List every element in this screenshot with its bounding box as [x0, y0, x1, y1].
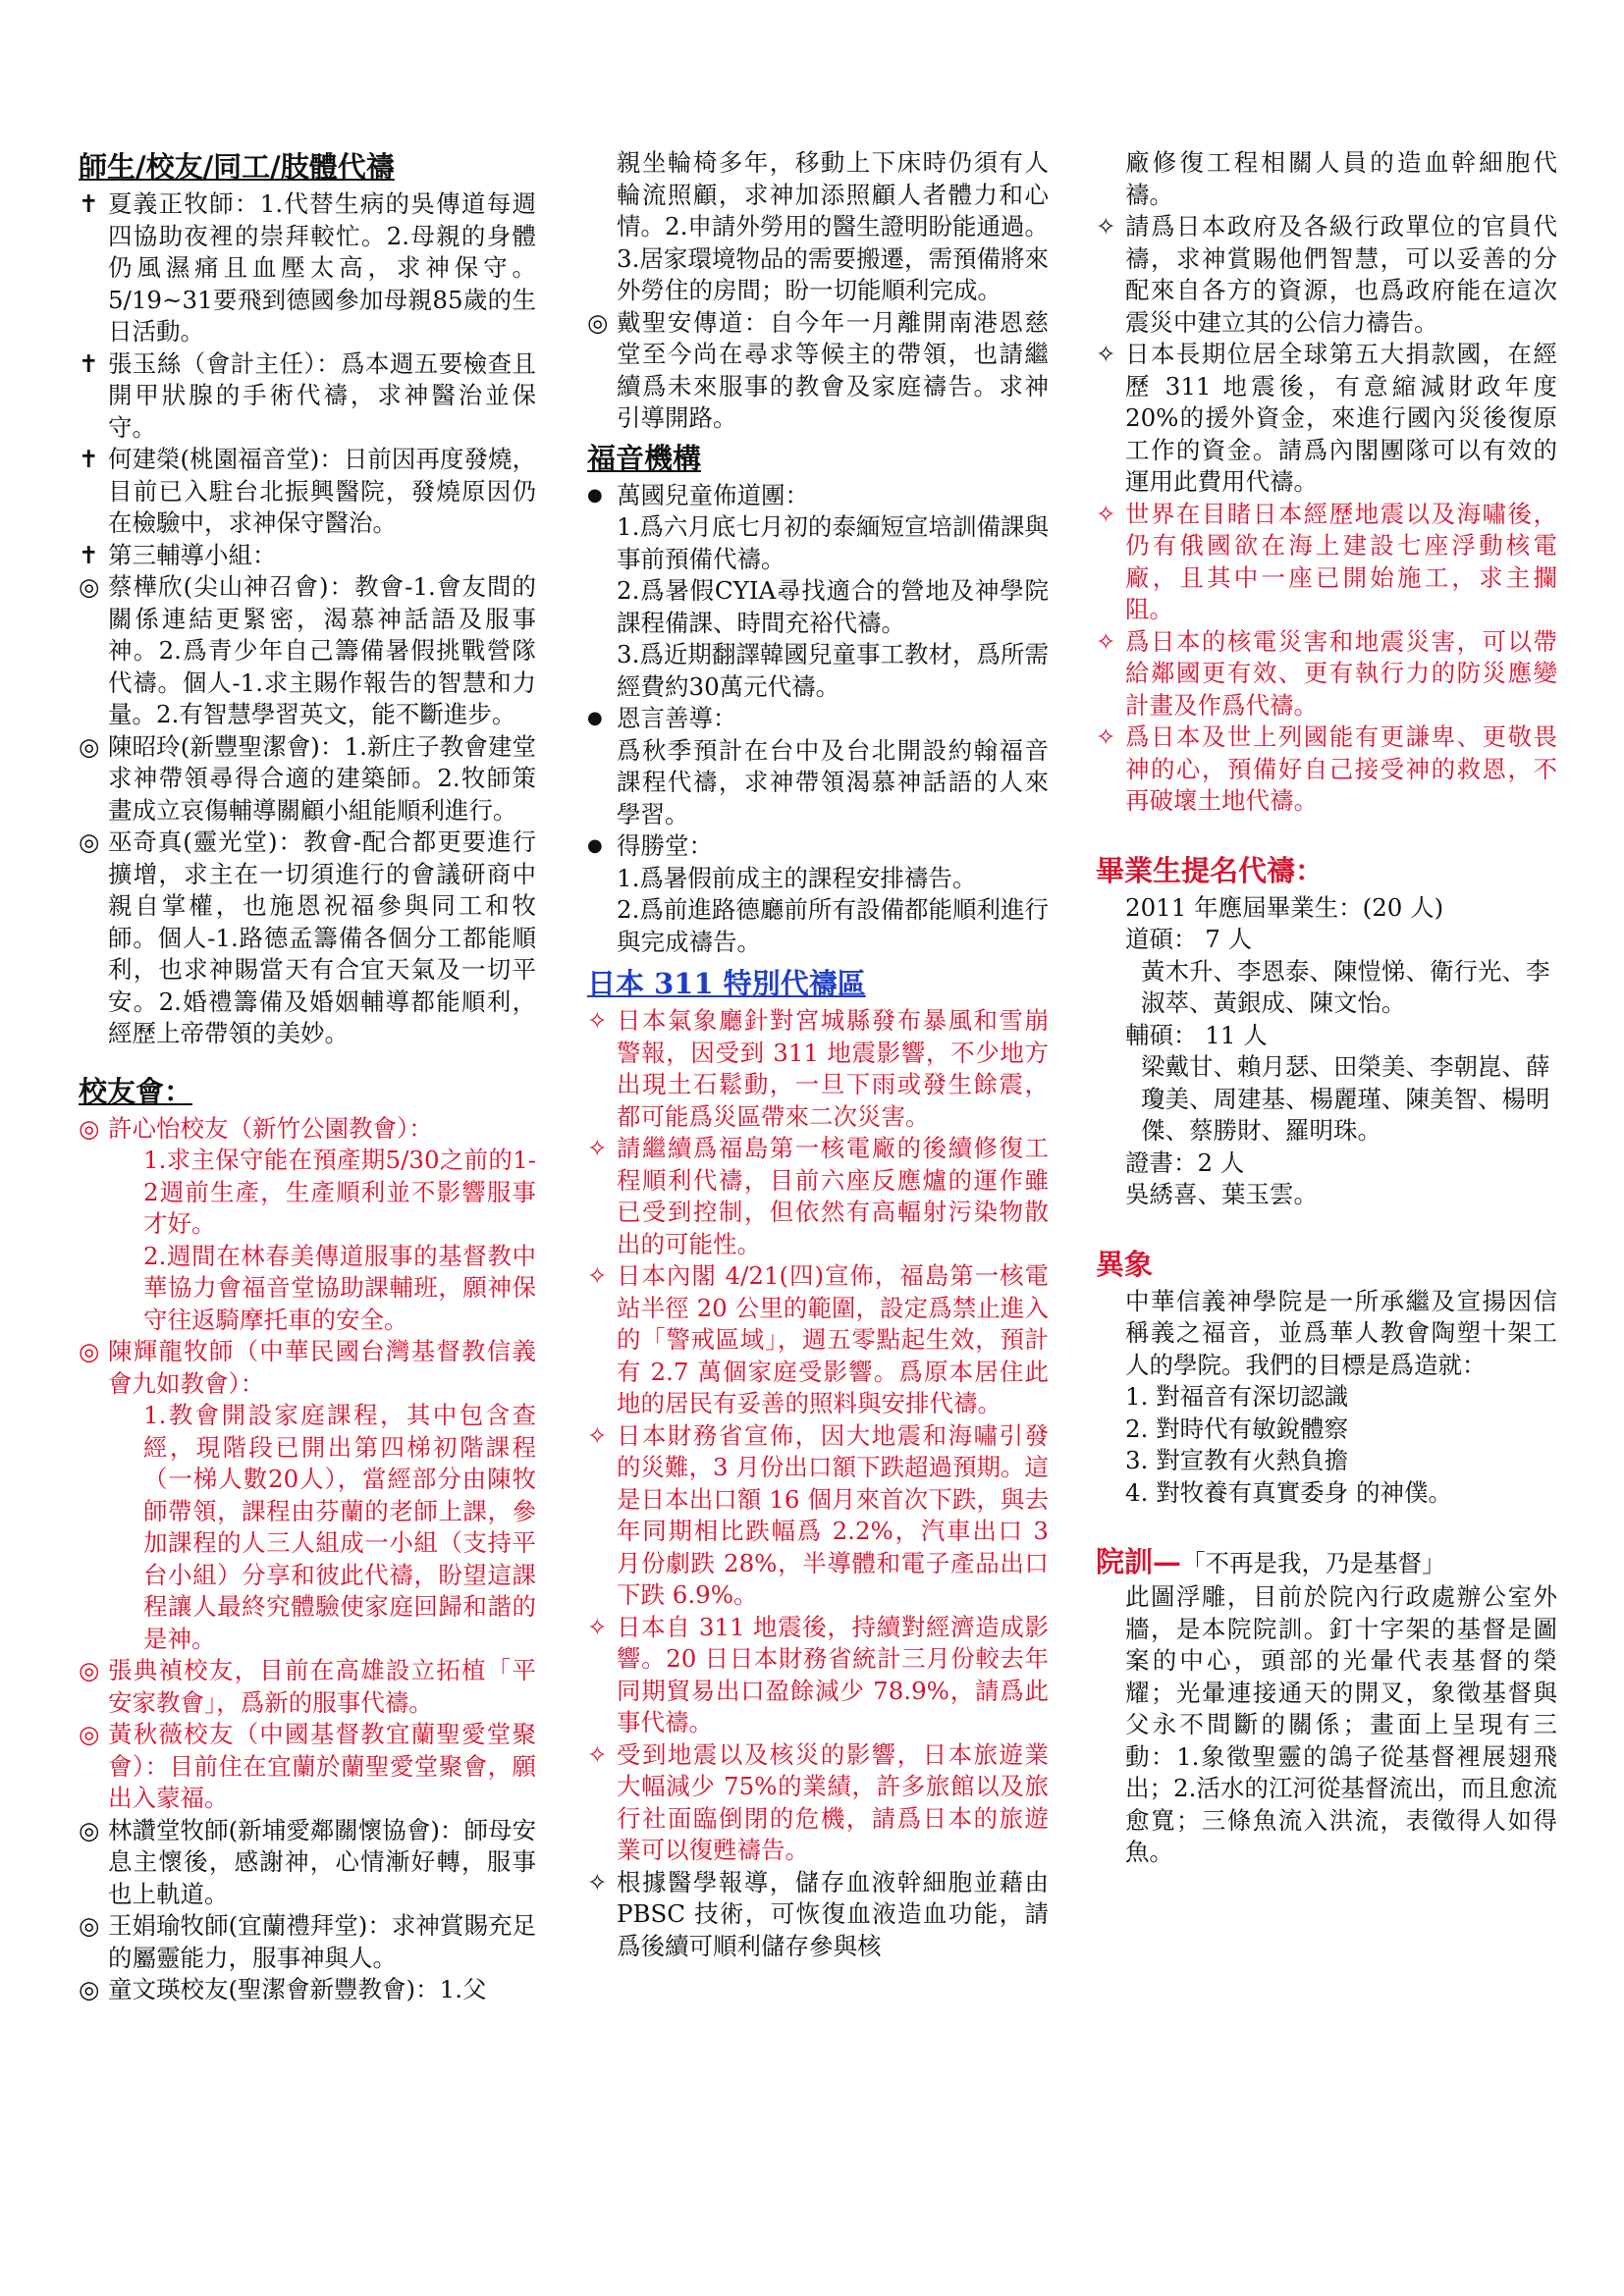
alumni-item [79, 1974, 536, 2006]
prayer-item-text: 夏義正牧師：1.代替生病的吳傳道每週四協助夜裡的崇拜較忙。2.母親的身體仍風濕痛且血壓太高，求神保守。5/19~31要飛到德國參加母親85歲的生日活動。 [108, 189, 536, 346]
org-name: 萬國兒童佈道團： [617, 480, 809, 509]
org-name: 得勝堂： [617, 831, 713, 860]
alumni-item-head: 張典禎校友，目前在高雄設立拓植「平安家教會」，爲新的服事代禱。 [108, 1656, 536, 1717]
org-line: 2.爲暑假CYIA尋找適合的營地及神學院課程備課、時間充裕代禱。 [617, 576, 1049, 637]
motto-dash: — [1153, 1545, 1182, 1578]
double-circle-icon: ◎ [79, 731, 100, 761]
japan-prayer-text: 受到地震以及核災的影響，日本旅遊業大幅減少 75%的業績，許多旅館以及旅行社面臨倒閉的危機，請爲日本的旅遊業可以復甦禱告。 [617, 1739, 1049, 1864]
sparkle-icon: ✧ [587, 1261, 608, 1290]
org-line: 爲秋季預計在台中及台北開設約翰福音課程代禱，求神帶領渴慕神話語的人來學習。 [617, 735, 1049, 828]
alumni-item [79, 1910, 536, 1974]
bullet-icon: ● [587, 708, 603, 728]
alumni-item-body [108, 1719, 536, 1815]
japan-prayer-text: 日本氣象廳針對宮城縣發布暴風和雪崩警報，因受到 311 地震影響，不少地方出現土石鬆動，一旦下雨或發生餘震，都可能爲災區帶來二次災害。 [617, 1006, 1049, 1131]
double-circle-icon: ◎ [79, 1656, 100, 1684]
ma-names: 梁戴甘、賴月瑟、田榮美、李朝崑、薛瓊美、周建基、楊麗瑾、陳美智、楊明傑、蔡勝財、羅明珠。 [1141, 1052, 1550, 1145]
graduates-year: 2011 年應屆畢業生：(20 人) [1125, 892, 1444, 922]
japan-prayer-item [587, 1612, 1049, 1739]
prayer-item-text: 蔡樺欣(尖山神召會)：教會-1.會友間的關係連結更緊密，渴慕神話語及服事神。2.爲青少年自己籌備暑假挑戰營隊代禱。個人-1.求主賜作報告的智慧和力量。2.有智慧學習英文，能不斷進步。 [108, 572, 536, 728]
prayer-item [79, 827, 536, 1050]
double-circle-icon: ◎ [79, 1815, 100, 1844]
double-circle-icon: ◎ [79, 572, 100, 601]
motto-title: 院訓 [1096, 1545, 1154, 1578]
japan-prayer-text: 日本財務省宣佈，因大地震和海嘯引發的災難，3 月份出口額下跌超過預期。這是日本出口額 16 個月來首次下跌，與去年同期相比跌幅爲 2.2%，汽車出口 3 月份劇跌 28%，半導體和電子產品出口下跌 6.9%。 [617, 1420, 1049, 1609]
japan-prayer-item [587, 1133, 1049, 1260]
org-name: 恩言善導： [617, 704, 737, 732]
alumni-item-detail: 1.求主保守能在預產期5/30之前的1-2週前生產，生產順利並不影響服事才好。 [143, 1146, 536, 1238]
double-circle-icon: ◎ [587, 307, 609, 337]
japan-section-title: 日本 311 特別代禱區 [587, 967, 866, 1000]
japan-prayer-item [1096, 721, 1557, 818]
prayer-section-title: 師生/校友/同工/肢體代禱 [79, 150, 395, 184]
alumni-item-head: 童文瑛校友(聖潔會新豐教會)：1.父 [108, 1975, 487, 2003]
org-line: 3.爲近期翻譯韓國兒童事工教材，爲所需經費約30萬元代禱。 [617, 640, 1049, 701]
alumni-item-body [108, 1336, 536, 1655]
org-item-body [617, 480, 1049, 704]
column-2 [587, 147, 1049, 1962]
japan-prayer-item [587, 1867, 1049, 1963]
sparkle-icon: ✧ [587, 1612, 608, 1641]
japan-prayer-item [587, 1420, 1049, 1612]
alumni-item-body [108, 1815, 536, 1911]
org-item [587, 480, 1049, 704]
graduates-section-title: 畢業生提名代禱： [1096, 853, 1325, 887]
alumni-item-head: 林讚堂牧師(新埔愛鄰關懷協會)：師母安息主懷後，感謝神，心情漸好轉，服事也上軌道。 [108, 1815, 536, 1908]
sparkle-icon: ✧ [1096, 626, 1116, 656]
alumni-item-body [108, 1655, 536, 1719]
alumni-item [79, 1815, 536, 1911]
org-line: 1.爲暑假前成主的課程安排禱告。 [617, 863, 977, 892]
org-line: 1.爲六月底七月初的泰緬短宣培訓備課與事前預備代禱。 [617, 512, 1049, 573]
double-circle-icon: ◎ [79, 1911, 100, 1940]
goal-item: 3. 對宣教有火熱負擔 [1125, 1446, 1349, 1474]
alumni-item-body [108, 1974, 536, 2006]
continued-text: 親坐輪椅多年，移動上下床時仍須有人輪流照顧，求神加添照顧人者體力和心情。2.申請外勞用的醫生證明盼能通過。3.居家環境物品的需要搬遷，需預備將來外勞住的房間；盼一切能順利完成。 [617, 148, 1049, 304]
japan-prayer-item [1096, 626, 1557, 722]
alumni-section-title: 校友會： [79, 1074, 193, 1108]
sparkle-icon: ✧ [587, 1006, 608, 1035]
prayer-item-text: 第三輔導小組： [108, 540, 277, 569]
alumni-item [79, 1113, 536, 1337]
japan-prayer-item [1096, 499, 1557, 626]
prayer-item [79, 348, 536, 445]
japan-prayer-text: 日本自 311 地震後，持續對經濟造成影響。20 日日本財務省統計三月份較去年同期貿易出口盈餘減少 78.9%，請爲此事代禱。 [617, 1612, 1049, 1736]
japan-prayer-text: 爲日本及世上列國能有更謙卑、更敬畏神的心，預備好自己接受神的救恩，不再破壞土地代禱。 [1125, 722, 1557, 815]
prayer-item-text: 張玉絲（會計主任）：爲本週五要檢查且開甲狀腺的手術代禱，求神醫治並保守。 [108, 348, 536, 442]
cross-icon: ✝ [79, 189, 99, 218]
prayer-list [79, 188, 536, 1050]
alumni-item-detail: 2.週間在林春美傳道服事的基督教中華協力會福音堂協助課輔班，願神保守往返騎摩托車的安全。 [143, 1241, 536, 1334]
sparkle-icon: ✧ [587, 1134, 608, 1162]
prayer-item [79, 571, 536, 731]
bullet-icon: ● [587, 835, 603, 856]
sparkle-icon: ✧ [1096, 499, 1116, 528]
japan-prayer-text: 請爲日本政府及各級行政單位的官員代禱，求神賞賜他們智慧，可以妥善的分配來自各方的資源，也爲政府能在這次震災中建立其的公信力禱告。 [1125, 212, 1557, 337]
goal-item: 1. 對福音有深切認識 [1125, 1382, 1349, 1411]
alumni-item-head: 王娟瑜牧師(宜蘭禮拜堂)：求神賞賜充足的屬靈能力，服事神與人。 [108, 1911, 536, 1972]
prayer-item [79, 540, 536, 572]
vision-text: 中華信義神學院是一所承繼及宣揚因信稱義之福音，並爲華人教會陶塑十架工人的學院。我們的目標是爲造就： [1125, 1286, 1557, 1379]
org-item [587, 703, 1049, 830]
cross-icon: ✝ [79, 445, 99, 473]
alumni-item [79, 1719, 536, 1815]
japan-prayer-text: 請繼續爲福島第一核電廠的後續修復工程順利代禱，目前六座反應爐的運作雖已受到控制，但依然有高輻射污染物散出的可能性。 [617, 1134, 1049, 1258]
gospel-section-title: 福音機構 [587, 441, 702, 475]
japan-prayer-item [587, 1260, 1049, 1420]
alumni-item [79, 1336, 536, 1655]
japan-prayer-text: 爲日本的核電災害和地震災害，可以帶給鄰國更有效、更有執行力的防災應變計畫及作爲代禱。 [1125, 626, 1557, 720]
prayer-item-text: 陳昭玲(新豐聖潔會)：1.新庄子教會建堂求神帶領尋得合適的建築師。2.牧師策畫成立哀傷輔導關顧小組能順利進行。 [108, 731, 536, 825]
goal-item: 4. 對牧養有真實委身 的神僕。 [1125, 1477, 1452, 1507]
alumni-item [79, 1655, 536, 1719]
japan-prayer-item [1096, 339, 1557, 499]
prayer-item-text: 戴聖安傳道：自今年一月離開南港恩慈堂至今尚在尋求等候主的帶領，也請繼續爲未來服事的教會及家庭禱告。求神引導開路。 [617, 307, 1049, 432]
japan-prayer-text: 日本長期位居全球第五大捐款國，在經歷 311 地震後，有意縮減財政年度 20%的援外資金，來進行國內災後復原工作的資金。請爲內閣團隊可以有效的運用此費用代禱。 [1125, 340, 1557, 496]
double-circle-icon: ◎ [79, 1975, 100, 2003]
cert-label: 證書：2 人 [1125, 1148, 1245, 1177]
motto-quote: 「不再是我，乃是基督」 [1181, 1549, 1446, 1577]
alumni-item-head: 許心怡校友（新竹公園教會）： [108, 1113, 433, 1143]
alumni-item-head: 陳輝龍牧師（中華民國台灣基督教信義會九如教會）： [108, 1337, 536, 1398]
prayer-item [79, 731, 536, 828]
double-circle-icon: ◎ [79, 1720, 100, 1748]
alumni-item-body [108, 1910, 536, 1974]
japan-prayer-list [587, 1005, 1049, 1962]
sparkle-icon: ✧ [587, 1420, 608, 1450]
alumni-item-detail: 1.教會開設家庭課程，其中包含查經，現階段已開出第四梯初階課程（一梯人數20人），當經部分由陳牧師帶領，課程由芬蘭的老師上課，參加課程的人三人組成一小組（支持平台小組）分享和彼此代禱，盼望這課程讓人最終究體驗使家庭回歸和諧的是神。 [143, 1401, 536, 1653]
bullet-icon: ● [587, 484, 603, 506]
japan-prayer-list [1096, 211, 1557, 818]
org-item-body [617, 703, 1049, 830]
org-item [587, 830, 1049, 958]
motto-heading [1096, 1542, 1557, 1581]
column-1 [79, 147, 536, 2006]
double-circle-icon: ◎ [79, 1113, 100, 1143]
sparkle-icon: ✧ [1096, 722, 1116, 751]
ma-label: 輔碩： 11 人 [1125, 1020, 1268, 1049]
cert-names: 吳綉喜、葉玉雲。 [1125, 1180, 1318, 1208]
sparkle-icon: ✧ [587, 1867, 608, 1896]
japan-prayer-item [587, 1005, 1049, 1133]
japan-prayer-item [587, 1739, 1049, 1867]
motto-text: 此圖浮雕，目前於院內行政處辦公室外牆，是本院院訓。釘十字架的基督是圖案的中心，頭部的光暈代表基督的榮耀；光暈連接通天的開叉，象徵基督與父永不間斷的關係；畫面上呈現有三動：1.象徵聖靈的鴿子從基督裡展翅飛出；2.活水的江河從基督流出，而且愈流愈寬；三條魚流入洪流，表徵得人如得魚。 [1125, 1582, 1557, 1866]
column-3 [1096, 147, 1557, 1869]
goal-item: 2. 對時代有敏銳體察 [1125, 1414, 1349, 1443]
goal-list [1096, 1381, 1557, 1509]
alumni-item-head: 黃秋薇校友（中國基督教宜蘭聖愛堂聚會）：目前住在宜蘭於蘭聖愛堂聚會，願出入蒙福。 [108, 1720, 536, 1812]
mdiv-label: 道碩： 7 人 [1125, 925, 1253, 953]
sparkle-icon: ✧ [1096, 212, 1116, 240]
prayer-item-text: 何建榮(桃園福音堂)：日前因再度發燒，目前已入駐台北振興醫院，發燒原因仍在檢驗中，求神保守醫治。 [108, 445, 536, 537]
sparkle-icon: ✧ [1096, 340, 1116, 368]
cross-icon: ✝ [79, 540, 99, 569]
japan-prayer-text: 根據醫學報導，儲存血液幹細胞並藉由 PBSC 技術，可恢復血液造血功能，請爲後續可順利儲存參與核 [617, 1867, 1049, 1960]
vision-section-title: 異象 [1096, 1247, 1154, 1281]
prayer-item-dai [587, 307, 1049, 435]
continued-text: 廠修復工程相關人員的造血幹細胞代禱。 [1125, 148, 1557, 209]
mdiv-names: 黃木升、李恩泰、陳愷悌、衛行光、李淑萃、黃銀成、陳文怡。 [1141, 956, 1550, 1017]
double-circle-icon: ◎ [79, 1337, 100, 1365]
japan-prayer-item [1096, 211, 1557, 339]
sparkle-icon: ✧ [587, 1739, 608, 1769]
alumni-item-body [108, 1113, 536, 1337]
japan-prayer-text: 世界在目睹日本經歷地震以及海嘯後，仍有俄國欲在海上建設七座浮動核電廠，且其中一座已開始施工，求主攔阻。 [1125, 499, 1557, 623]
japan-prayer-text: 日本內閣 4/21(四)宣佈，福島第一核電站半徑 20 公里的範圍，設定爲禁止進入的「警戒區域」，週五零點起生效，預計有 2.7 萬個家庭受影響。爲原本居住此地的居民有妥善的照料與安排代禱。 [617, 1261, 1049, 1417]
cross-icon: ✝ [79, 348, 99, 378]
double-circle-icon: ◎ [79, 828, 100, 856]
prayer-item [79, 188, 536, 348]
org-list [587, 480, 1049, 959]
alumni-list [79, 1113, 536, 2006]
prayer-item [79, 444, 536, 540]
org-line: 2.爲前進路德廳前所有設備都能順利進行與完成禱告。 [617, 895, 1049, 956]
prayer-item-text: 巫奇真(靈光堂)：教會-配合都更要進行擴增，求主在一切須進行的會議研商中親自掌權，也施恩祝福參與同工和牧師。個人-1.路德孟籌備各個分工都能順利，也求神賜當天有合宜天氣及一切平安。2.婚禮籌備及婚姻輔導都能順利，經歷上帝帶領的美妙。 [108, 828, 536, 1047]
org-item-body [617, 830, 1049, 958]
